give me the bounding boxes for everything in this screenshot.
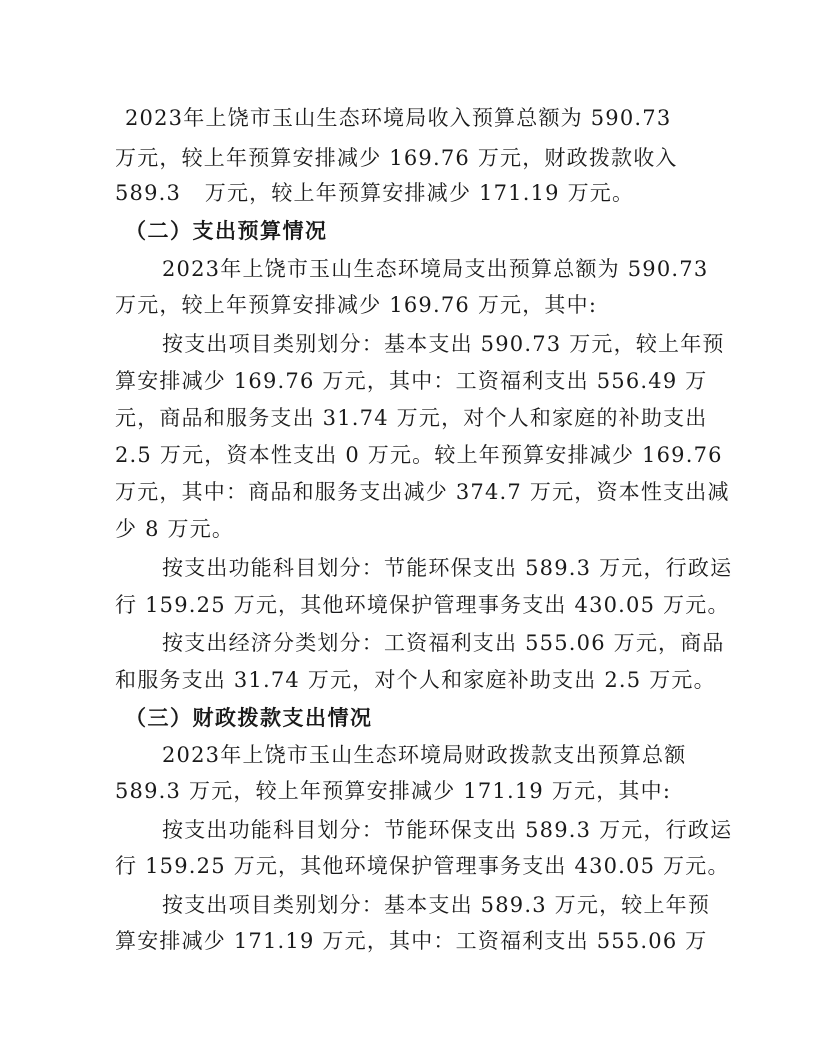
- paragraph-line: 589.3 万元，较上年预算安排减少 171.19 万元，其中:: [115, 779, 672, 803]
- paragraph-line: 2023年上饶市玉山生态环境局支出预算总额为 590.73: [162, 257, 709, 281]
- paragraph-line: 2.5 万元，资本性支出 0 万元。较上年预算安排减少 169.76: [115, 443, 723, 467]
- paragraph-line: 按支出项目类别划分：基本支出 590.73 万元，较上年预: [162, 332, 725, 356]
- paragraph-line: 按支出功能科目划分：节能环保支出 589.3 万元，行政运: [162, 818, 733, 842]
- paragraph-line: 按支出经济分类划分：工资福利支出 555.06 万元，商品: [162, 631, 725, 655]
- section-heading: （二）支出预算情况: [125, 219, 328, 243]
- paragraph-line: 算安排减少 171.19 万元，其中：工资福利支出 555.06 万: [115, 929, 708, 953]
- paragraph-line: 万元，其中：商品和服务支出减少 374.7 万元，资本性支出减: [115, 480, 730, 504]
- paragraph-line: 2023年上饶市玉山生态环境局财政拨款支出预算总额: [162, 743, 687, 767]
- paragraph-line: 行 159.25 万元，其他环境保护管理事务支出 430.05 万元。: [115, 593, 730, 617]
- paragraph-line: 元，商品和服务支出 31.74 万元，对个人和家庭的补助支出: [115, 406, 708, 430]
- section-heading: （三）财政拨款支出情况: [125, 706, 373, 730]
- paragraph-line: 万元，较上年预算安排减少 169.76 万元，财政拨款收入: [115, 146, 678, 170]
- paragraph-line: 少 8 万元。: [115, 517, 235, 541]
- paragraph-line: 按支出功能科目划分：节能环保支出 589.3 万元，行政运: [162, 556, 733, 580]
- paragraph-line: 589.3 万元，较上年预算安排减少 171.19 万元。: [115, 181, 635, 205]
- paragraph-line: 万元，较上年预算安排减少 169.76 万元，其中:: [115, 293, 598, 317]
- paragraph-line: 2023年上饶市玉山生态环境局收入预算总额为 590.73: [125, 106, 672, 130]
- paragraph-line: 行 159.25 万元，其他环境保护管理事务支出 430.05 万元。: [115, 854, 730, 878]
- paragraph-line: 算安排减少 169.76 万元，其中：工资福利支出 556.49 万: [115, 369, 708, 393]
- paragraph-line: 按支出项目类别划分：基本支出 589.3 万元，较上年预: [162, 893, 711, 917]
- paragraph-line: 和服务支出 31.74 万元，对个人和家庭补助支出 2.5 万元。: [115, 668, 716, 692]
